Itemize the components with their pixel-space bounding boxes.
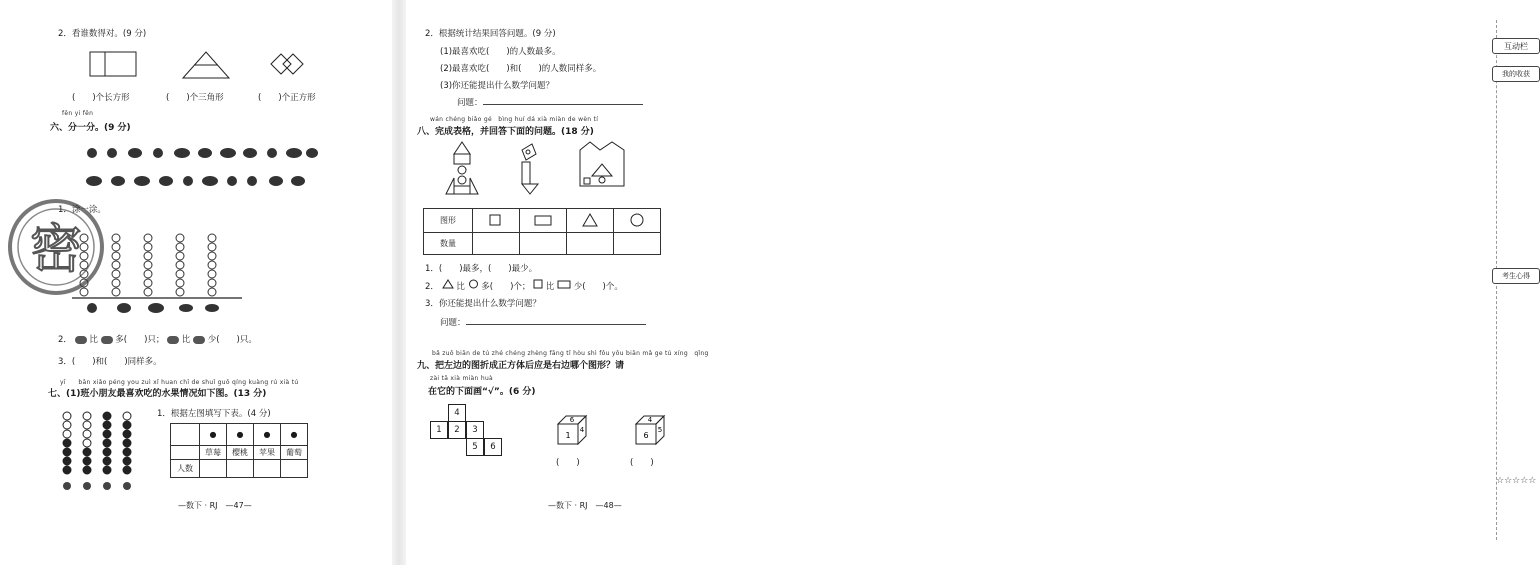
q2-blank-3: ( )个正方形 [258,93,316,103]
bird-icon [128,148,142,158]
q7-title: 七、(1)班小朋友最喜欢吃的水果情况如下图。(13 分) [48,389,267,399]
svg-text:5: 5 [657,426,663,434]
q8-title: 八、完成表格，并回答下面的问题。(18 分) [417,127,594,137]
coloring-circle[interactable] [80,270,88,278]
fruit-header: 葡萄 [281,446,308,460]
rabbit-icon [267,148,277,158]
q2-shapes [88,50,338,82]
q8-pinyin: wán chéng biǎo gé bìng huí dá xià miàn de wèn tí [430,116,599,123]
strawberry-icon: ● [209,430,217,439]
square-icon [488,213,504,227]
rating-stars: ☆☆☆☆☆ [1496,476,1537,486]
bead [103,421,111,429]
left-footer: —数下 · RJ —47— [178,501,252,510]
answer-cell[interactable] [200,460,227,478]
fruit-table [170,423,308,478]
bead [123,412,131,420]
elephant-icon [286,148,302,158]
coloring-circle[interactable] [208,279,216,287]
coloring-circle[interactable] [144,243,152,251]
bead [63,421,71,429]
bead [103,439,111,447]
bead [123,448,131,456]
coloring-circle[interactable] [112,252,120,260]
coloring-circle[interactable] [176,252,184,260]
coloring-circle[interactable] [176,234,184,242]
coloring-circle[interactable] [112,279,120,287]
shape-count-table [423,208,661,255]
bead [83,421,91,429]
bird-icon [159,176,173,186]
rabbit-icon [153,148,163,158]
coloring-circle[interactable] [144,261,152,269]
r-q2-question: 问题： [457,96,643,108]
bead [83,439,91,447]
grape-icon [123,482,131,490]
house-figure [580,142,624,186]
rabbit-icon [87,303,97,313]
q6-title: 六、分一分。(9 分) [50,123,131,133]
elephant-icon [134,176,150,186]
q9-title: 九、把左边的图折成正方体后应是右边哪个图形？请 [417,361,625,371]
q6-2: 2． 比 多( )只； 比 少( )只。 [58,335,257,345]
elephant-icon [174,148,190,158]
coloring-circle[interactable] [176,279,184,287]
sidebar [744,0,1537,565]
turtle-icon [167,336,179,344]
rabbit-icon [183,176,193,186]
bead [103,457,111,465]
svg-text:6: 6 [569,416,575,424]
q8-answer-1: 1．( )最多，( )最少。 [425,264,538,274]
bead [63,457,71,465]
cherry-icon: ● [236,430,244,439]
svg-text:4: 4 [579,426,585,434]
cube-a-answer[interactable]: ( ) [556,458,580,468]
coloring-circle[interactable] [80,252,88,260]
count-cell[interactable] [520,233,567,255]
apple-icon: ● [263,430,271,439]
bird-icon [101,336,113,344]
q2-blank-2: ( )个三角形 [166,93,224,103]
triangle-icon [582,213,598,227]
coloring-circle[interactable] [208,234,216,242]
coloring-circle[interactable] [208,270,216,278]
bead [83,448,91,456]
count-cell[interactable] [473,233,520,255]
bead [83,430,91,438]
cherry-icon [83,482,91,490]
triangle-icon [442,279,454,289]
coloring-circle[interactable] [80,243,88,251]
rabbit-icon [87,148,97,158]
svg-text:6: 6 [643,431,649,440]
q9-title-2: 在它的下面画“√”。(6 分) [428,387,536,397]
q8-answer-2: 2． 比 多( )个； 比 少( )个。 [425,279,623,292]
fruit-header: 草莓 [200,446,227,460]
fruit-header: 苹果 [254,446,281,460]
answer-cell[interactable] [254,460,281,478]
bead [103,430,111,438]
r-q2-title: 2．根据统计结果回答问题。(9 分) [425,29,556,39]
cube-option-b [630,412,670,452]
right-footer: —数下 · RJ —48— [548,501,622,510]
bird-icon [117,303,131,313]
rabbit-icon [107,148,117,158]
q7-1-title: 1．根据左图填写下表。(4 分) [157,409,271,419]
rabbit-icon [247,176,257,186]
bead [103,466,111,474]
q8-figures [440,140,680,200]
circle-icon [468,279,479,289]
elephant-icon [202,176,218,186]
q7-pinyin: yī bān xiǎo péng you zuì xǐ huan chī de shuǐ guǒ qíng kuàng rú xià tú [60,379,299,386]
frog-icon [193,336,205,344]
coloring-circle[interactable] [80,279,88,287]
bead [83,466,91,474]
cube-option-a [552,412,592,452]
rectangle-icon [533,213,553,227]
q9-pinyin: bǎ zuǒ biān de tú zhé chéng zhèng fāng tǐ hòu shì fǒu yǒu biān mǎ ge tú xíng qǐng [432,350,709,357]
bead [123,430,131,438]
coloring-circle[interactable] [112,270,120,278]
elephant-icon [306,148,318,158]
r-q2-line-3: (3)你还能提出什么数学问题？ [440,81,555,91]
bead [83,412,91,420]
animal-rows [80,143,320,193]
grape-icon: ● [290,430,298,439]
table-label-count: 数量 [424,233,473,255]
square-icon [533,279,543,289]
net-face: 3 [466,421,484,439]
sidebar-tab-notes: 考生心得 [1492,268,1540,284]
q6-3: 3．( )和( )同样多。 [58,357,162,367]
turtle-icon [179,304,193,312]
coloring-circle[interactable] [144,252,152,260]
bead [83,457,91,465]
bead [123,457,131,465]
coloring-circle[interactable] [208,261,216,269]
bead [63,448,71,456]
fruit-header: 樱桃 [227,446,254,460]
cube-b-answer[interactable]: ( ) [630,458,654,468]
count-cell[interactable] [614,233,661,255]
coloring-circle[interactable] [176,243,184,251]
coloring-circle[interactable] [144,270,152,278]
coloring-circle[interactable] [176,270,184,278]
coloring-circle[interactable] [112,261,120,269]
rabbit-icon [227,176,237,186]
bird-icon [111,176,125,186]
coloring-circle[interactable] [112,234,120,242]
coloring-circle[interactable] [80,261,88,269]
bird-figure [522,144,538,194]
coloring-circle[interactable] [144,279,152,287]
table-label-shape: 图形 [424,209,473,233]
coloring-circle[interactable] [80,234,88,242]
coloring-circle[interactable] [176,288,184,296]
bead [123,421,131,429]
bead [63,412,71,420]
coloring-circle[interactable] [208,252,216,260]
coloring-circle[interactable] [80,288,88,296]
net-face: 1 [430,421,448,439]
square-shape [271,54,291,74]
q9-pinyin-2: zài tā xià miàn huà [430,375,494,382]
coloring-columns [72,226,242,306]
bird-icon [291,176,305,186]
elephant-icon [86,176,102,186]
bead [103,412,111,420]
coloring-animal-labels [72,296,232,322]
coloring-circle[interactable] [208,288,216,296]
net-face: 4 [448,404,466,422]
bead [103,448,111,456]
svg-text:密: 密 [29,220,83,280]
r-q2-line-1: (1)最喜欢吃( )的人数最多。 [440,47,561,57]
q2-blank-1: ( )个长方形 [72,93,130,103]
bead [63,466,71,474]
coloring-circle[interactable] [112,243,120,251]
rectangle-shape [90,52,136,76]
sidebar-tab-interact: 互动栏 [1492,38,1540,54]
q6-pinyin: fēn yi fēn [62,110,94,117]
answer-cell[interactable] [281,460,308,478]
r-q2-line-2: (2)最喜欢吃( )和( )的人数同样多。 [440,64,602,74]
strawberry-icon [63,482,71,490]
rabbit-icon [75,336,87,344]
net-face: 6 [484,438,502,456]
frog-icon [205,304,219,312]
bead [123,439,131,447]
svg-text:4: 4 [647,416,653,424]
q8-answer-3: 3．你还能提出什么数学问题？ [425,299,541,309]
svg-text:1: 1 [565,431,571,440]
row-label: 人数 [171,460,200,478]
apple-icon [103,482,111,490]
bird-icon [269,176,283,186]
bead [123,466,131,474]
coloring-circle[interactable] [144,288,152,296]
coloring-circle[interactable] [144,234,152,242]
bird-icon [243,148,257,158]
page-gutter [392,0,406,565]
answer-cell[interactable] [227,460,254,478]
rocket-figure [446,142,478,194]
cube-net [428,404,518,468]
bead [63,439,71,447]
count-cell[interactable] [567,233,614,255]
circle-icon [629,213,645,227]
net-face: 2 [448,421,466,439]
q8-question: 问题： [440,316,646,328]
bird-icon [198,148,212,158]
sidebar-tab-gains: 我的收获 [1492,66,1540,82]
rectangle-icon [557,279,571,289]
q6-1-label: 1．涂一涂。 [58,205,106,215]
net-face: 5 [466,438,484,456]
q2-title: 2．看谁数得对。(9 分) [58,29,147,39]
coloring-circle[interactable] [112,288,120,296]
coloring-circle[interactable] [208,243,216,251]
elephant-icon [148,303,164,313]
bead [63,430,71,438]
elephant-icon [220,148,236,158]
coloring-circle[interactable] [176,261,184,269]
fruit-bead-chart [55,410,145,492]
